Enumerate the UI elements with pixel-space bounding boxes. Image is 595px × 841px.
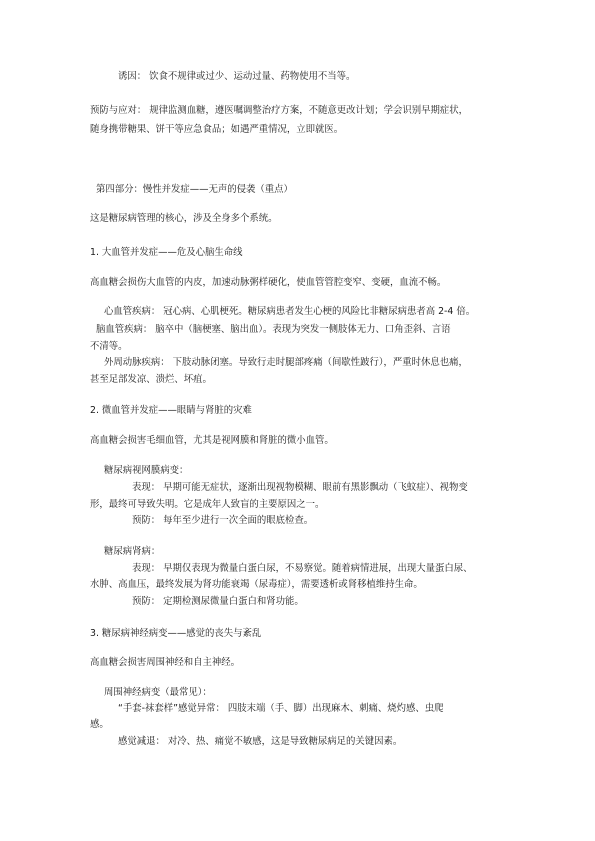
cerebrovascular-line-2: 不清等。 (90, 341, 128, 352)
nephropathy-symptoms-1: 表现： 早期仅表现为微量白蛋白尿，不易察觉。随着病情进展，出现大量蛋白尿、 (132, 563, 473, 574)
part4-intro: 这是糖尿病管理的核心，涉及全身多个系统。 (90, 213, 278, 224)
cerebrovascular-line-1: 脑血管疾病： 脑卒中（脑梗塞、脑出血）。表现为突发一侧肢体无力、口角歪斜、言语 (96, 324, 451, 335)
hypoglycemia-cause: 诱因： 饮食不规律或过少、运动过量、药物使用不当等。 (118, 71, 356, 82)
cardiovascular-item: 心血管疾病： 冠心病、心肌梗死。糖尿病患者发生心梗的风险比非糖尿病患者高 2-4 倍。 (104, 306, 476, 317)
prevention-line-1: 预防与应对： 规律监测血糖，遵医嘱调整治疗方案，不随意更改计划；学会识别早期症状， (90, 105, 468, 116)
section2-heading: 2. 微血管并发症——眼睛与肾脏的灾难 (90, 405, 252, 416)
retinopathy-prevention: 预防： 每年至少进行一次全面的眼底检查。 (132, 515, 314, 526)
nephropathy-title: 糖尿病肾病： (104, 546, 161, 557)
section1-heading: 1. 大血管并发症——危及心脑生命线 (90, 247, 243, 258)
peripheral-artery-line-1: 外周动脉疾病： 下肢动脉闭塞。导致行走时腿部疼痛（间歇性跛行），严重时休息也痛， (104, 357, 468, 368)
nephropathy-symptoms-2: 水肿、高血压，最终发展为肾功能衰竭（尿毒症），需要透析或肾移植维持生命。 (90, 579, 423, 590)
sensory-reduction-item: 感觉减退： 对冷、热、痛觉不敏感，这是导致糖尿病足的关键因素。 (118, 736, 403, 747)
glove-stocking-line-2: 感。 (90, 719, 109, 730)
section2-intro: 高血糖会损害毛细血管，尤其是视网膜和肾脏的微小血管。 (90, 435, 334, 446)
section3-heading: 3. 糖尿病神经病变——感觉的丧失与紊乱 (90, 628, 262, 639)
peripheral-neuropathy-title: 周围神经病变（最常见）： (104, 687, 212, 698)
peripheral-artery-line-2: 甚至足部发凉、溃烂、坏疽。 (90, 374, 212, 385)
part4-heading: 第四部分：慢性并发症——无声的侵袭（重点） (96, 184, 293, 195)
retinopathy-symptoms-2: 形，最终可导致失明。它是成年人致盲的主要原因之一。 (90, 499, 325, 510)
retinopathy-title: 糖尿病视网膜病变： (104, 465, 189, 476)
nephropathy-prevention: 预防： 定期检测尿微量白蛋白和肾功能。 (132, 596, 304, 607)
retinopathy-symptoms-1: 表现： 早期可能无症状，逐渐出现视物模糊、眼前有黑影飘动（飞蚊症）、视物变 (132, 482, 468, 493)
prevention-line-2: 随身携带糖果、饼干等应急食品；如遇严重情况，立即就医。 (90, 124, 344, 135)
section3-intro: 高血糖会损害周围神经和自主神经。 (90, 657, 241, 668)
glove-stocking-line-1: “手套-袜套样”感觉异常： 四肢末端（手、脚）出现麻木、刺痛、烧灼感、虫爬 (118, 703, 444, 714)
section1-intro: 高血糖会损伤大血管的内皮，加速动脉粥样硬化，使血管管腔变窄、变硬，血流不畅。 (90, 277, 447, 288)
